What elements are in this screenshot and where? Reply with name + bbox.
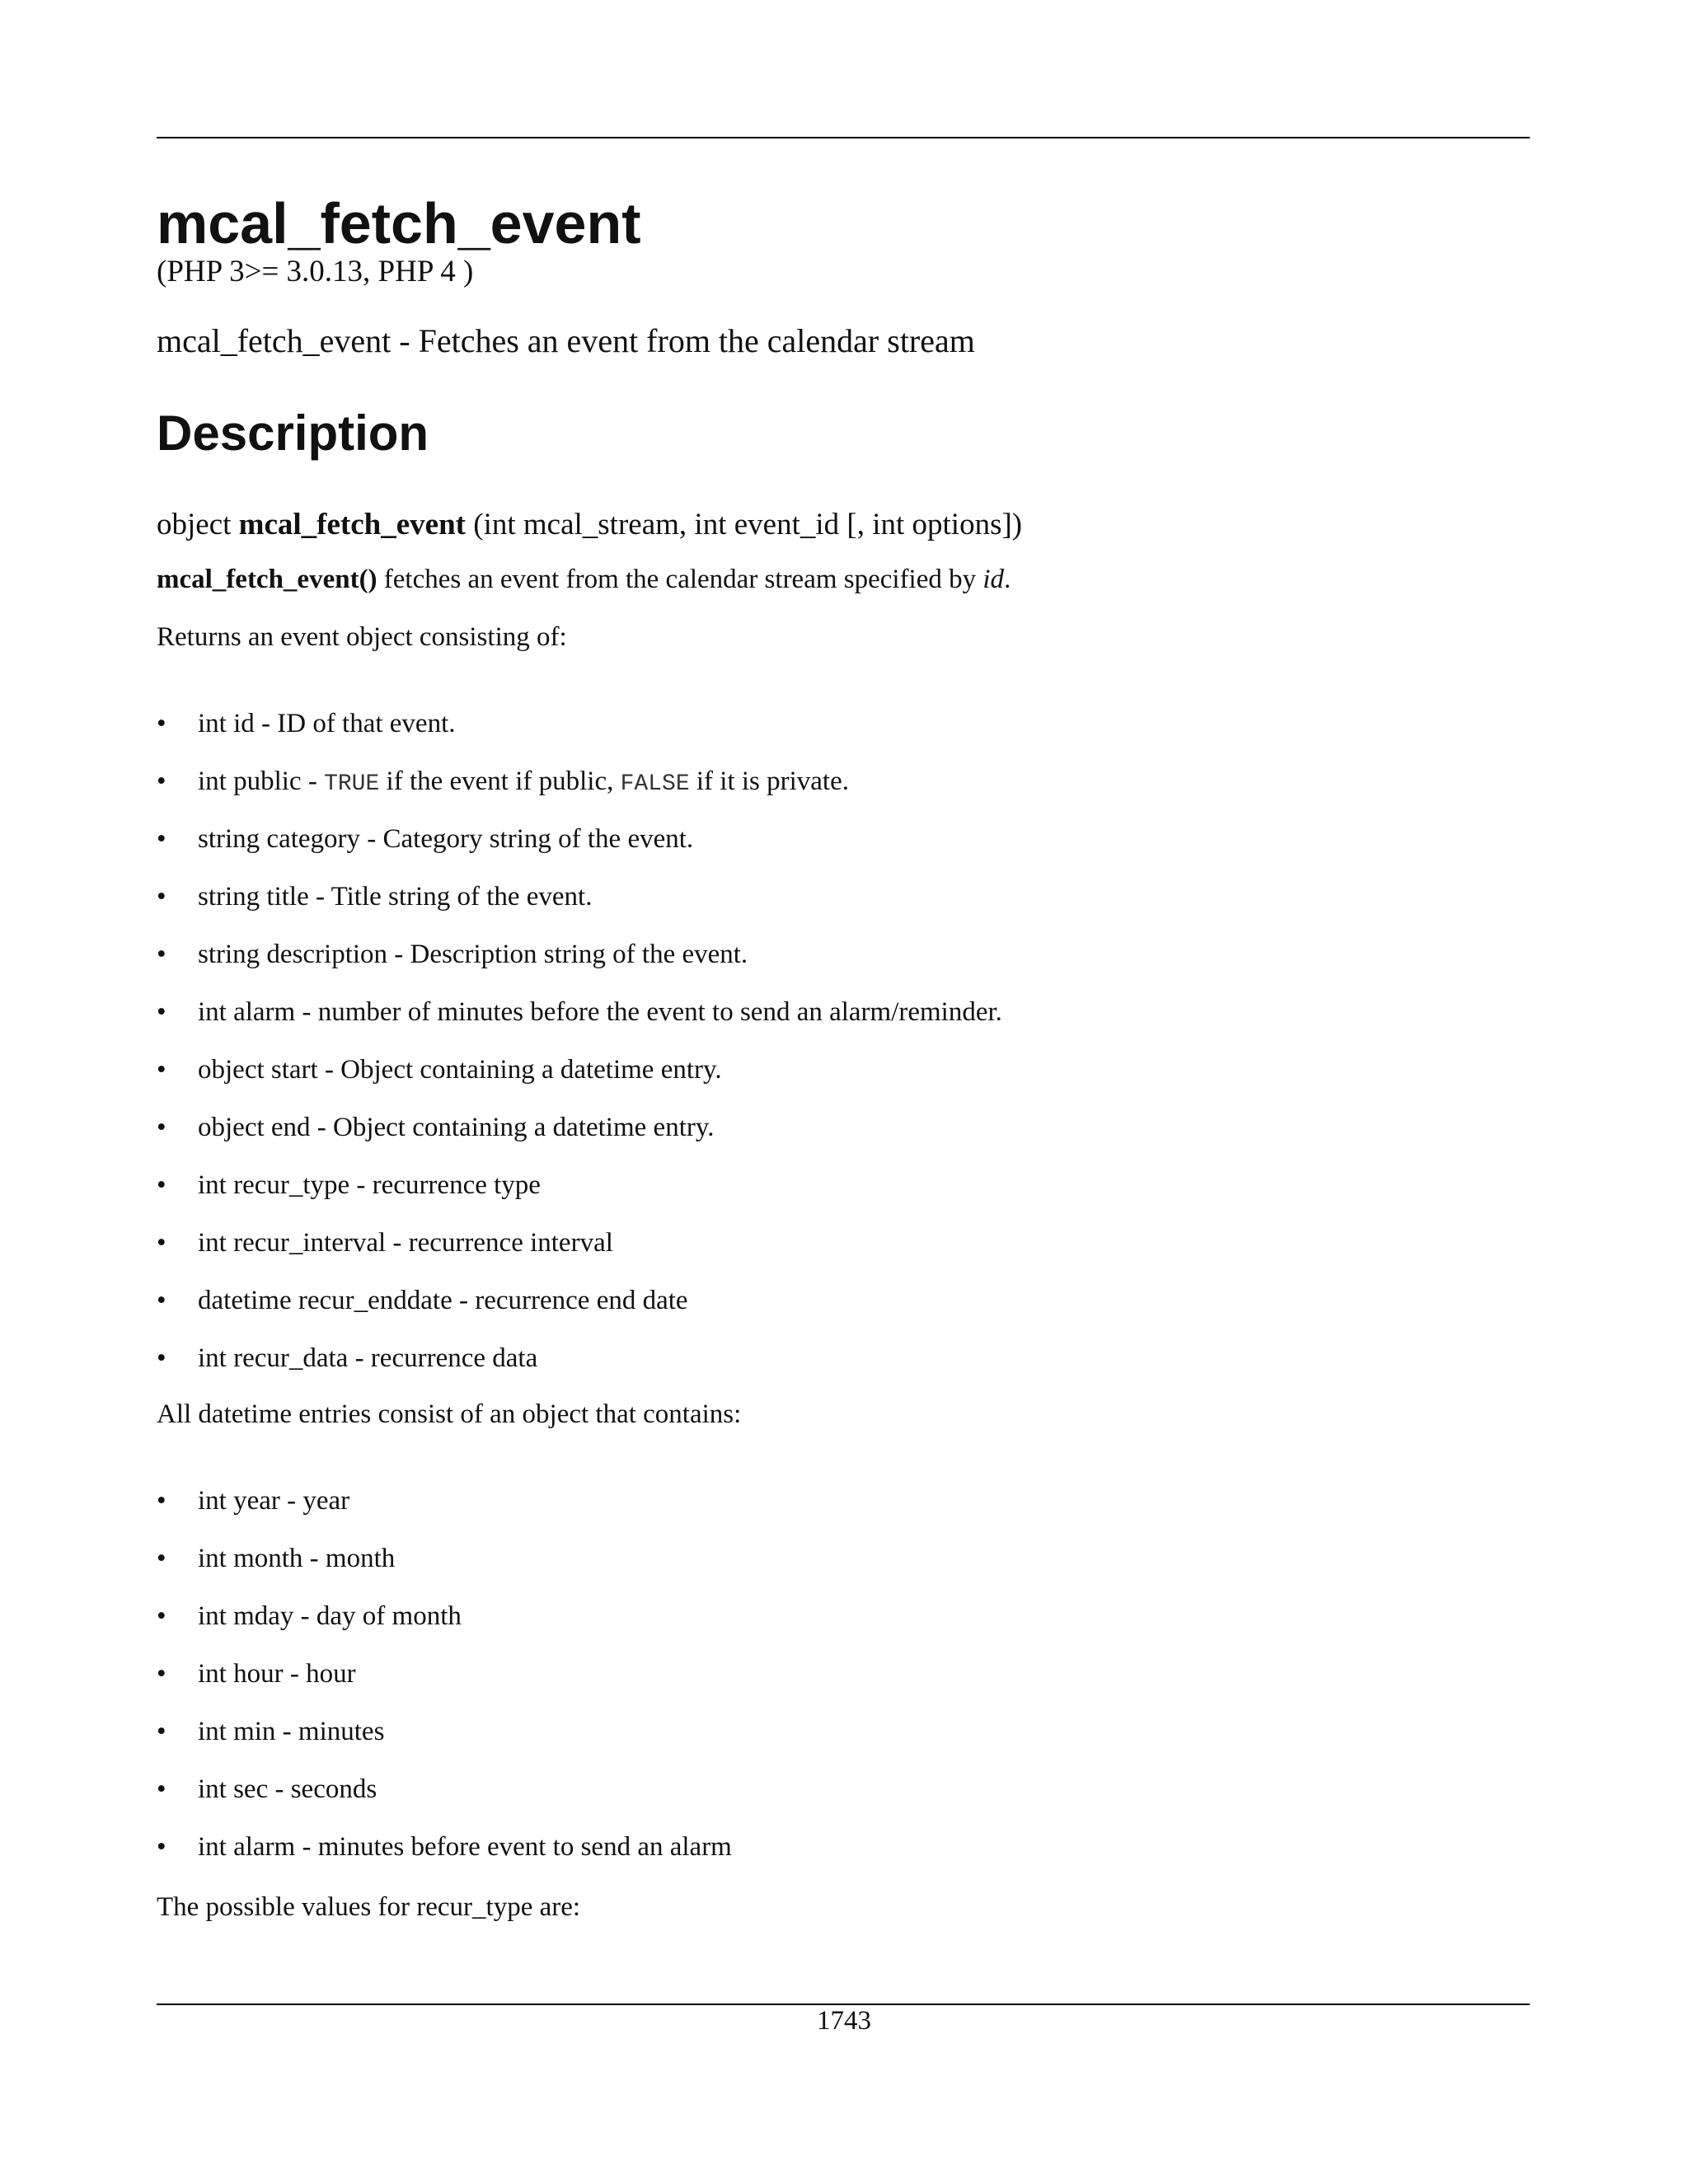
list-item: • int recur_interval - recurrence interval <box>157 1225 1002 1282</box>
param-ref: id <box>982 565 1005 594</box>
version-info: (PHP 3>= 3.0.13, PHP 4 ) <box>157 255 474 288</box>
bullet: • <box>157 882 166 912</box>
list-item: • int public - TRUE if the event if public, FALSE if it is private. <box>157 763 1002 821</box>
false-constant: FALSE <box>620 771 690 797</box>
list-item: • int month - month <box>157 1540 732 1598</box>
refpurpose: mcal_fetch_event - Fetches an event from the calendar stream <box>157 322 975 359</box>
page-title: mcal_fetch_event <box>157 191 641 255</box>
bullet: • <box>157 1228 166 1258</box>
page-number: 1743 <box>817 2006 871 2036</box>
bullet: • <box>157 709 166 738</box>
return-type: object <box>157 508 232 541</box>
bullet: • <box>157 1113 166 1142</box>
function-params: (int mcal_stream, int event_id [, int options]) <box>473 508 1023 541</box>
list-item: • int alarm - number of minutes before the event to send an alarm/reminder. <box>157 994 1002 1052</box>
function-ref: mcal_fetch_event() <box>157 565 377 594</box>
list-item: • datetime recur_enddate - recurrence end date <box>157 1282 1002 1340</box>
list-item: • int sec - seconds <box>157 1771 732 1829</box>
list-item: • int mday - day of month <box>157 1598 732 1656</box>
bullet: • <box>157 1055 166 1085</box>
list-item: • string description - Description string of the event. <box>157 936 1002 994</box>
bullet: • <box>157 1601 166 1631</box>
list-item: • int recur_type - recurrence type <box>157 1167 1002 1225</box>
list-item: • int recur_data - recurrence data <box>157 1340 1002 1398</box>
bullet: • <box>157 1659 166 1689</box>
function-name: mcal_fetch_event <box>238 508 466 541</box>
bullet: • <box>157 1832 166 1862</box>
list-item: • string category - Category string of the event. <box>157 821 1002 879</box>
header-rule <box>157 137 1530 138</box>
bullet: • <box>157 1486 166 1516</box>
bullet: • <box>157 1717 166 1746</box>
list-item: • int min - minutes <box>157 1713 732 1771</box>
returns-paragraph: Returns an event object consisting of: <box>157 622 567 652</box>
recur-values-paragraph: The possible values for recur_type are: <box>157 1892 581 1922</box>
bullet: • <box>157 1170 166 1200</box>
bullet: • <box>157 824 166 854</box>
bullet: • <box>157 1343 166 1373</box>
bullet: • <box>157 940 166 969</box>
list-item: • object start - Object containing a datetime entry. <box>157 1052 1002 1109</box>
list-item: • int year - year <box>157 1483 732 1540</box>
list-item: • object end - Object containing a datetime entry. <box>157 1109 1002 1167</box>
datetime-fields-list <box>157 1483 732 1886</box>
bullet: • <box>157 1286 166 1315</box>
bullet: • <box>157 1774 166 1804</box>
list-item: • string title - Title string of the event. <box>157 879 1002 936</box>
event-fields-list <box>157 705 1002 1398</box>
true-constant: TRUE <box>324 771 380 797</box>
intro-paragraph: mcal_fetch_event() fetches an event from the calendar stream specified by id. <box>157 565 1011 594</box>
list-item: • int hour - hour <box>157 1656 732 1713</box>
bullet: • <box>157 1544 166 1573</box>
intro-text: fetches an event from the calendar stream specified by <box>377 565 983 594</box>
function-synopsis <box>157 504 1022 546</box>
datetime-paragraph: All datetime entries consist of an object that contains: <box>157 1399 742 1429</box>
bullet: • <box>157 766 166 796</box>
description-heading: Description <box>157 405 429 461</box>
bullet: • <box>157 997 166 1027</box>
list-item: • int alarm - minutes before event to send an alarm <box>157 1829 732 1886</box>
list-item: • int id - ID of that event. <box>157 705 1002 763</box>
